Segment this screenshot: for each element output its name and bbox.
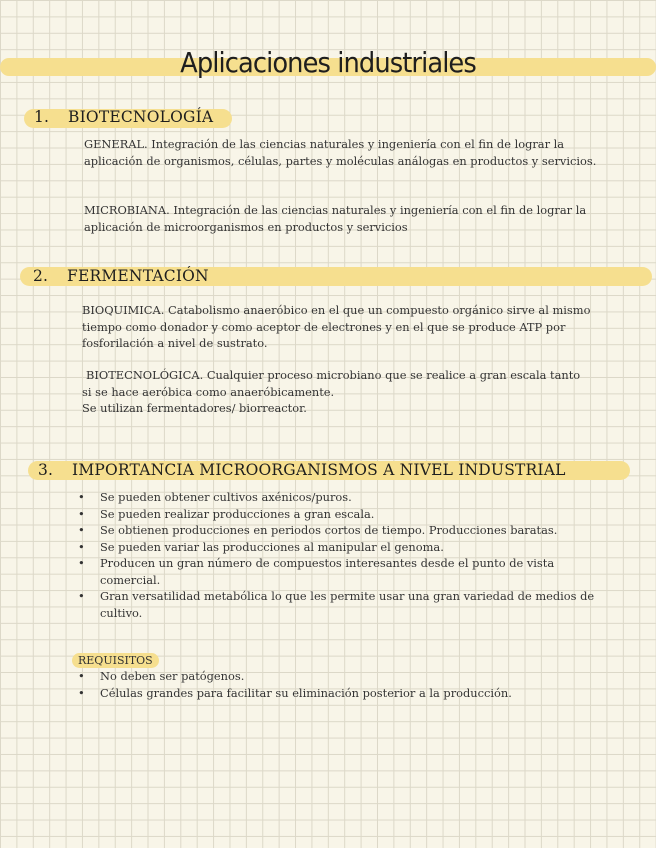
paragraph-microbiana: MICROBIANA. Integración de las ciencias naturales y ingeniería con el fin de lograr la aplicación de microorganismos en productos y servicios xyxy=(84,203,587,234)
section-title: BIOTECNOLOGÍA xyxy=(68,108,214,126)
requirements-list xyxy=(78,668,618,701)
section-title: IMPORTANCIA MICROORGANISMOS A NIVEL INDUSTRIAL xyxy=(72,461,566,479)
list-item: • Producen un gran número de compuestos interesantes desde el punto de vista comercial. xyxy=(78,555,598,588)
paragraph-fermentadores: Se utilizan fermentadores/ biorreactor. xyxy=(82,401,307,415)
section-3-heading xyxy=(38,461,566,479)
list-item: • Se pueden realizar producciones a gran escala. xyxy=(78,506,598,523)
list-item: • Gran versatilidad metabólica lo que les permite usar una gran variedad de medios de cultivo. xyxy=(78,588,598,621)
paragraph-bioquimica: BIOQUIMICA. Catabolismo anaeróbico en el que un compuesto orgánico sirve al mismo tiempo como donador y como aceptor de electrones y en el que se produce ATP por fosforilación a nivel de sustrato. xyxy=(82,303,591,350)
section-1-heading xyxy=(34,108,213,126)
section-number: 1. xyxy=(34,108,50,126)
paragraph-general: GENERAL. Integración de las ciencias naturales y ingeniería con el fin de lograr la aplicación de organismos, células, partes y moléculas análogas en productos y servicios. xyxy=(84,137,597,168)
requirements-label: REQUISITOS xyxy=(72,653,159,668)
list-item: • Se pueden obtener cultivos axénicos/puros. xyxy=(78,489,598,506)
list-item: • Se pueden variar las producciones al manipular el genoma. xyxy=(78,539,598,556)
paragraph-biotecnologica: BIOTECNOLÓGICA. Cualquier proceso microbiano que se realice a gran escala tanto si se hace aeróbica como anaeróbicamente. xyxy=(82,368,581,399)
section-number: 3. xyxy=(38,461,54,479)
section-2-heading xyxy=(33,267,209,285)
list-item: • No deben ser patógenos. xyxy=(78,668,618,685)
list-item: • Se obtienen producciones en periodos cortos de tiempo. Producciones baratas. xyxy=(78,522,598,539)
section-number: 2. xyxy=(33,267,49,285)
page-title: Aplicaciones industriales xyxy=(180,46,476,79)
list-item: • Células grandes para facilitar su eliminación posterior a la producción. xyxy=(78,685,618,702)
importance-list xyxy=(78,489,598,621)
section-title: FERMENTACIÓN xyxy=(67,267,209,285)
